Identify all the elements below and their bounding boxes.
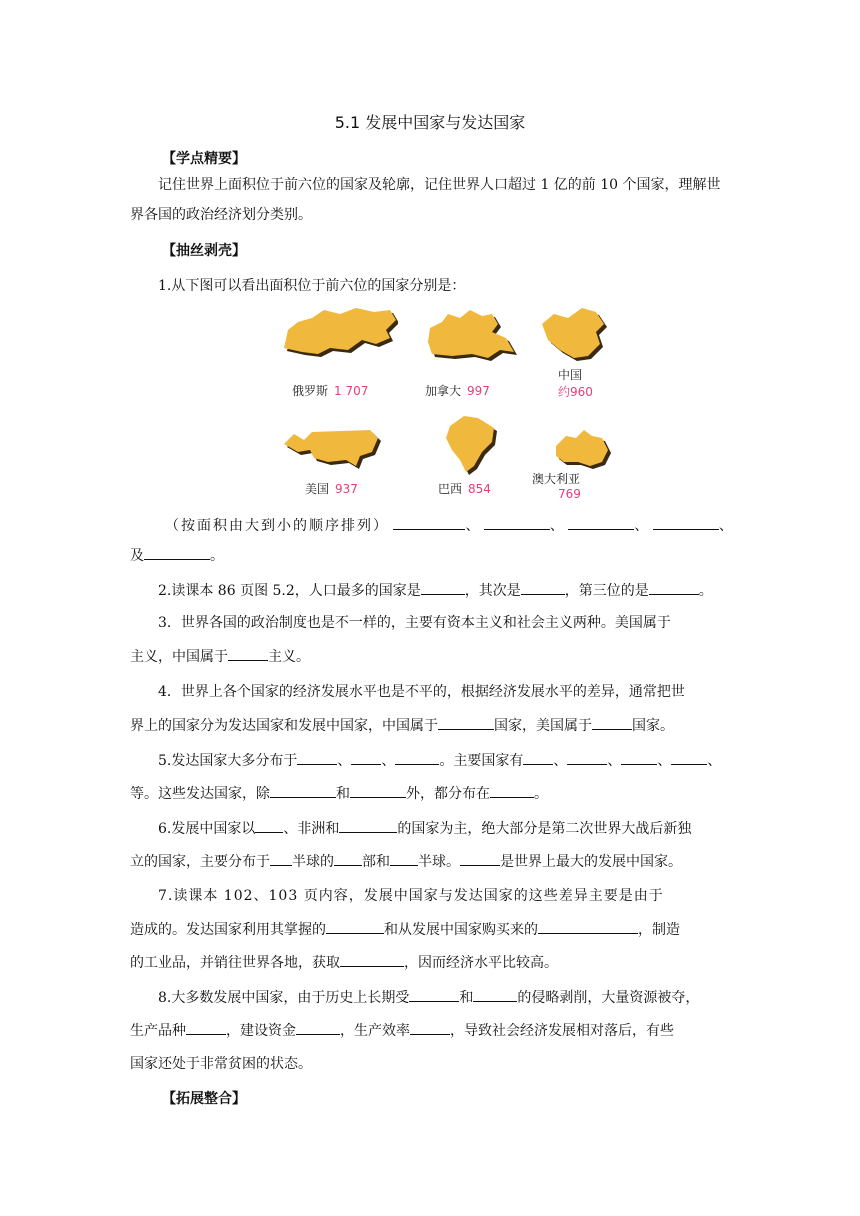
period: 。 bbox=[534, 786, 548, 802]
q6-text-b: 、非洲和 bbox=[283, 821, 340, 837]
section-key-points: 【学点精要】 bbox=[162, 151, 246, 167]
section-extension: 【拓展整合】 bbox=[162, 1091, 246, 1107]
answer-blank[interactable] bbox=[671, 750, 707, 765]
q4-text-d: 国家。 bbox=[632, 718, 674, 734]
country-name: 巴西 bbox=[438, 482, 463, 496]
country-area: 1 707 bbox=[334, 384, 369, 398]
answer-blank[interactable] bbox=[649, 580, 699, 595]
brazil-label bbox=[438, 480, 491, 497]
section-analysis: 【抽丝剥壳】 bbox=[162, 243, 246, 259]
answer-blank[interactable] bbox=[270, 783, 336, 798]
q6-text-a: 6.发展中国家以 bbox=[158, 821, 256, 837]
country-name: 美国 bbox=[305, 482, 330, 496]
intro-paragraph: 记住世界上面积位于前六位的国家及轮廓，记住世界人口超过 1 亿的前 10 个国家，理解世界各国的政治经济划分类别。 bbox=[130, 177, 721, 223]
separator: 、 bbox=[553, 753, 568, 769]
q6-text-h: 是世界上最大的发展中国家。 bbox=[500, 854, 682, 870]
answer-blank[interactable] bbox=[473, 987, 517, 1002]
q2-text: 2.读课本 86 页图 5.2，人口最多的国家是 bbox=[158, 583, 421, 599]
answer-blank[interactable] bbox=[568, 515, 634, 530]
answer-blank[interactable] bbox=[144, 545, 210, 560]
separator: 、 bbox=[657, 753, 672, 769]
question-2 bbox=[158, 580, 758, 600]
answer-blank[interactable] bbox=[653, 515, 719, 530]
q5-text-e: 外，都分布在 bbox=[406, 786, 490, 802]
order-note: （按面积由大到小的顺序排列） bbox=[165, 518, 389, 534]
country-area: 937 bbox=[335, 482, 358, 496]
country-name: 加拿大 bbox=[425, 384, 462, 398]
separator: 、 bbox=[634, 518, 649, 534]
q5-text-d: 和 bbox=[336, 786, 350, 802]
question-1: 1.从下图可以看出面积位于前六位的国家分别是： bbox=[158, 278, 466, 294]
order-line-2 bbox=[130, 545, 730, 565]
q7-text-d: ，制造 bbox=[638, 922, 680, 938]
question-4: 4．世界上各个国家的经济发展水平也是不平的，根据经济发展水平的差异，通常把世 bbox=[158, 684, 685, 700]
question-7: 7.读课本 102、103 页内容，发展中国家与发达国家的这些差异主要是由于 bbox=[158, 888, 664, 904]
question-6-cont bbox=[130, 851, 730, 871]
answer-blank[interactable] bbox=[351, 750, 381, 765]
q6-text-g: 半球。 bbox=[418, 854, 460, 870]
question-3: 3．世界各国的政治制度也是不一样的，主要有资本主义和社会主义两种。美国属于 bbox=[158, 615, 671, 631]
answer-blank[interactable] bbox=[490, 783, 534, 798]
question-5 bbox=[158, 750, 758, 770]
answer-blank[interactable] bbox=[350, 783, 406, 798]
question-3-cont bbox=[130, 646, 730, 666]
q8-text-g: ，导致社会经济发展相对落后，有些 bbox=[450, 1023, 674, 1039]
answer-blank[interactable] bbox=[228, 646, 268, 661]
question-8-cont bbox=[130, 1020, 730, 1040]
russia-map bbox=[278, 300, 388, 395]
country-area: 997 bbox=[467, 384, 490, 398]
answer-blank[interactable] bbox=[270, 851, 292, 866]
q8-text-d: 生产品种 bbox=[130, 1023, 186, 1039]
country-name: 中国 bbox=[558, 368, 583, 382]
separator: 、 bbox=[549, 518, 564, 534]
q7-text-e: 的工业品，并销往世界各地，获取 bbox=[130, 955, 340, 971]
q3-text-c: 主义。 bbox=[268, 649, 310, 665]
question-7-cont-2 bbox=[130, 952, 730, 972]
q6-text-c: 的国家为主，绝大部分是第二次世界大战后新独 bbox=[397, 821, 692, 837]
country-area: 约960 bbox=[558, 385, 593, 399]
q5-text-b: 。主要国家有 bbox=[439, 753, 524, 769]
answer-blank[interactable] bbox=[340, 952, 404, 967]
country-area-figure bbox=[270, 300, 620, 500]
q8-text-c: 的侵略剥削，大量资源被夺， bbox=[517, 990, 700, 1006]
answer-blank[interactable] bbox=[438, 715, 494, 730]
answer-blank[interactable] bbox=[592, 715, 632, 730]
order-line bbox=[165, 515, 765, 535]
q8-text-b: 和 bbox=[459, 990, 474, 1006]
answer-blank[interactable] bbox=[567, 750, 607, 765]
period: 。 bbox=[698, 583, 713, 599]
usa-label bbox=[305, 480, 358, 497]
question-8 bbox=[158, 987, 758, 1007]
answer-blank[interactable] bbox=[297, 750, 337, 765]
answer-blank[interactable] bbox=[538, 919, 638, 934]
answer-blank[interactable] bbox=[421, 580, 465, 595]
answer-blank[interactable] bbox=[334, 851, 362, 866]
question-7-cont bbox=[130, 919, 730, 939]
q4-text-c: 国家，美国属于 bbox=[494, 718, 592, 734]
answer-blank[interactable] bbox=[339, 818, 397, 833]
usa-map bbox=[280, 422, 390, 517]
q7-text-f: ，因而经济水平比较高。 bbox=[404, 955, 558, 971]
q7-text-b: 造成的。发达国家利用其掌握的 bbox=[130, 922, 326, 938]
russia-label bbox=[292, 382, 368, 399]
separator: 、 bbox=[337, 753, 352, 769]
answer-blank[interactable] bbox=[255, 818, 283, 833]
q6-text-d: 立的国家，主要分布于 bbox=[130, 854, 270, 870]
separator: 、 bbox=[707, 753, 722, 769]
australia-label bbox=[532, 470, 581, 501]
country-area: 769 bbox=[558, 487, 581, 501]
country-name: 澳大利亚 bbox=[532, 472, 581, 486]
q5-text-c: 等。这些发达国家，除 bbox=[130, 786, 270, 802]
answer-blank[interactable] bbox=[395, 750, 439, 765]
china-label bbox=[558, 366, 593, 400]
q5-text-a: 5.发达国家大多分布于 bbox=[158, 753, 298, 769]
separator: 、 bbox=[607, 753, 622, 769]
q8-text-f: ，生产效率 bbox=[340, 1023, 410, 1039]
q2-text-c: ，第三位的是 bbox=[564, 583, 649, 599]
q6-text-f: 部和 bbox=[362, 854, 390, 870]
answer-blank[interactable] bbox=[409, 987, 459, 1002]
question-8-cont-2: 国家还处于非常贫困的状态。 bbox=[130, 1056, 312, 1072]
country-name: 俄罗斯 bbox=[292, 384, 329, 398]
q7-text-c: 和从发展中国家购买来的 bbox=[384, 922, 538, 938]
country-area: 854 bbox=[468, 482, 491, 496]
q3-text-b: 主义，中国属于 bbox=[130, 649, 228, 665]
period: 。 bbox=[210, 548, 224, 564]
answer-blank[interactable] bbox=[326, 919, 384, 934]
q8-text-a: 8.大多数发展中国家，由于历史上长期受 bbox=[158, 990, 410, 1006]
page-title: 5.1 发展中国家与发达国家 bbox=[334, 113, 526, 132]
canada-label bbox=[425, 382, 490, 399]
answer-blank[interactable] bbox=[393, 515, 465, 530]
separator: 、 bbox=[718, 518, 733, 534]
separator: 、 bbox=[465, 518, 480, 534]
answer-blank[interactable] bbox=[390, 851, 418, 866]
separator: 、 bbox=[381, 753, 396, 769]
answer-blank[interactable] bbox=[460, 851, 500, 866]
answer-blank[interactable] bbox=[410, 1020, 450, 1035]
answer-blank[interactable] bbox=[484, 515, 550, 530]
question-6 bbox=[158, 818, 758, 838]
answer-blank[interactable] bbox=[186, 1020, 226, 1035]
and-text: 及 bbox=[130, 548, 144, 564]
answer-blank[interactable] bbox=[521, 580, 565, 595]
q6-text-e: 半球的 bbox=[292, 854, 334, 870]
question-5-cont bbox=[130, 783, 730, 803]
q8-text-e: ，建设资金 bbox=[226, 1023, 296, 1039]
question-4-cont bbox=[130, 715, 730, 735]
answer-blank[interactable] bbox=[621, 750, 657, 765]
china-map bbox=[538, 304, 648, 399]
q4-text-b: 界上的国家分为发达国家和发展中国家，中国属于 bbox=[130, 718, 438, 734]
answer-blank[interactable] bbox=[523, 750, 553, 765]
answer-blank[interactable] bbox=[296, 1020, 340, 1035]
q2-text-b: ，其次是 bbox=[464, 583, 521, 599]
